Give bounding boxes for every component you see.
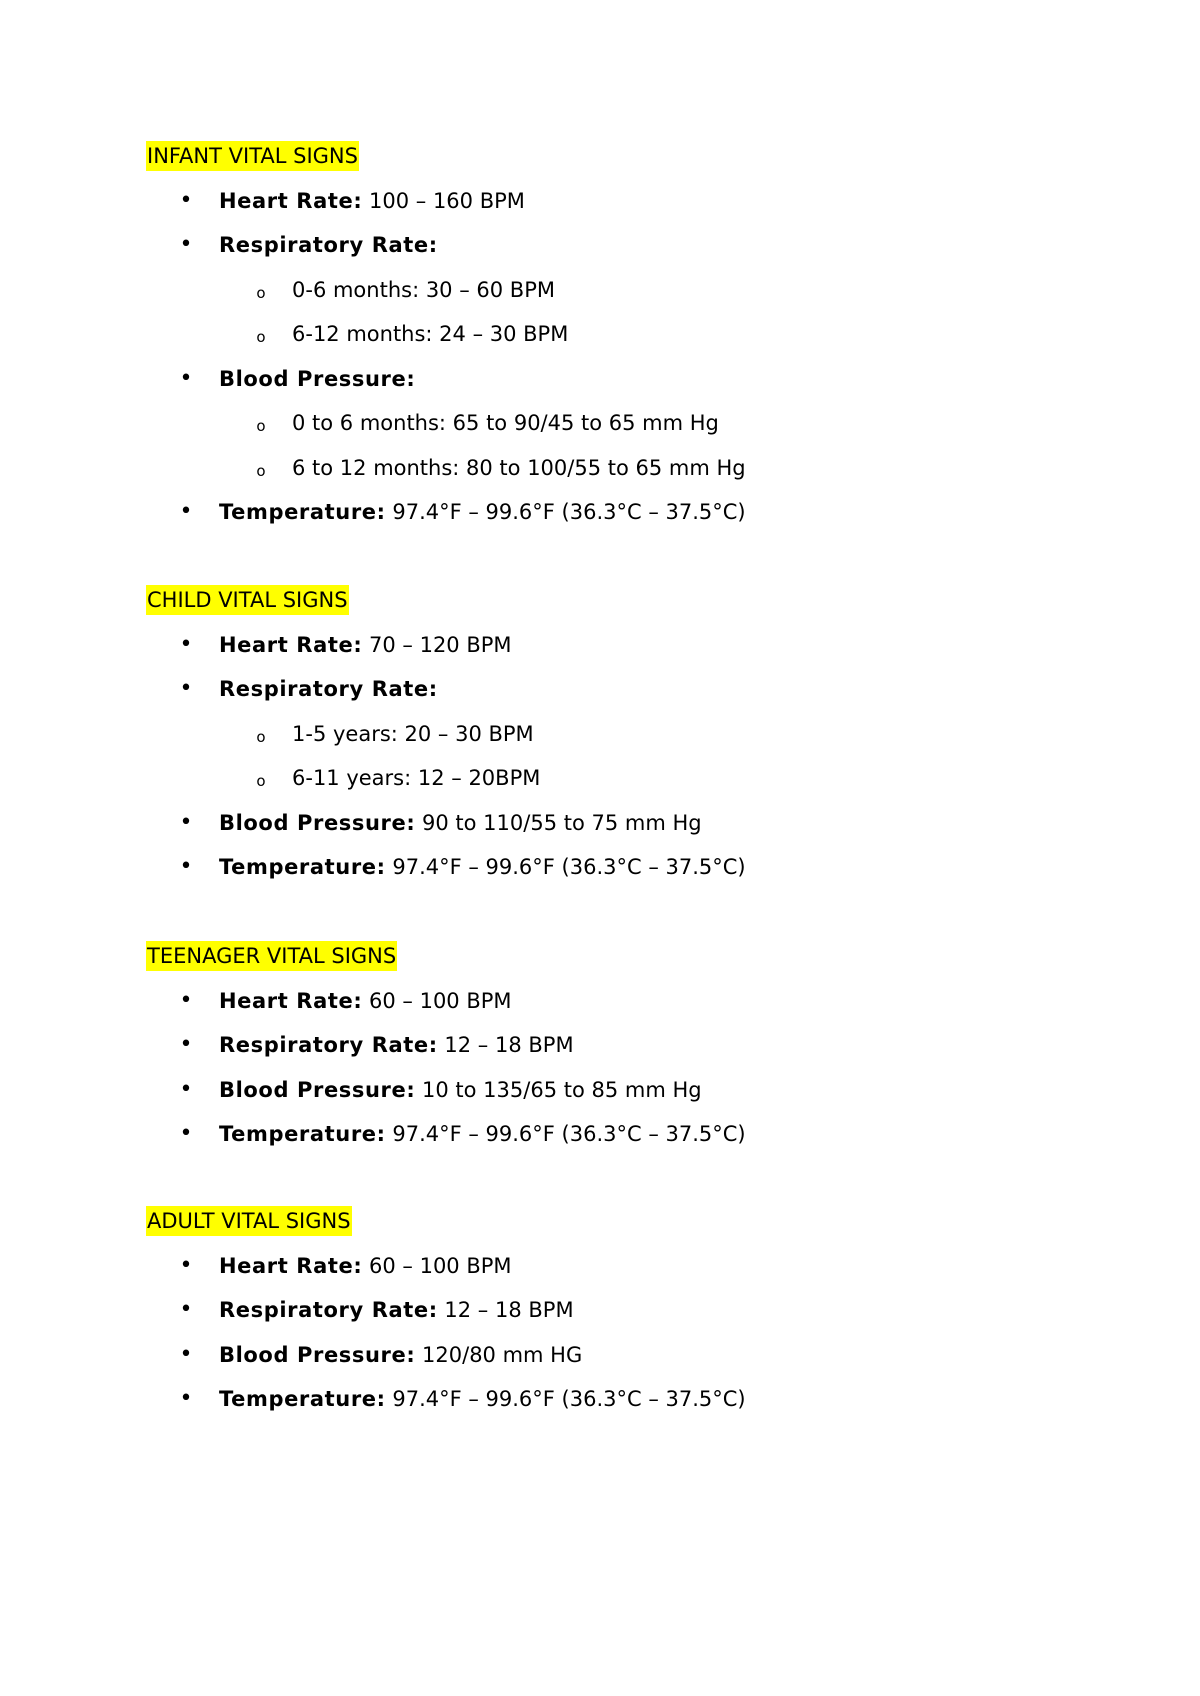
item-value: 97.4°F – 99.6°F (36.3°C – 37.5°C) (392, 855, 746, 879)
list-item-heart-rate (146, 986, 1046, 1016)
section-heading: TEENAGER VITAL SIGNS (146, 941, 397, 971)
list-item-temperature (146, 497, 1046, 527)
item-value: 60 – 100 BPM (369, 1253, 512, 1278)
item-label: Temperature: (219, 500, 386, 524)
item-value: 97.4°F – 99.6°F (36.3°C – 37.5°C) (392, 500, 746, 524)
item-value: 120/80 mm HG (422, 1342, 583, 1367)
bullet-icon: • (179, 1076, 193, 1102)
item-label: Blood Pressure: (219, 366, 416, 391)
item-value: 12 – 18 BPM (444, 1033, 574, 1057)
section-heading: ADULT VITAL SIGNS (146, 1206, 352, 1236)
section-heading: CHILD VITAL SIGNS (146, 585, 349, 615)
item-value: 97.4°F – 99.6°F (36.3°C – 37.5°C) (392, 1122, 746, 1146)
sub-list-item (146, 453, 1046, 483)
item-value: 70 – 120 BPM (369, 632, 512, 657)
item-label: Heart Rate: (219, 988, 363, 1013)
bullet-icon: • (179, 1032, 193, 1057)
item-label: Temperature: (219, 855, 386, 879)
sub-list-item (146, 763, 1046, 793)
item-label: Blood Pressure: (219, 810, 416, 835)
bullet-icon: • (179, 854, 193, 879)
infant-section (146, 141, 1046, 527)
list-item-temperature (146, 852, 1046, 882)
sub-item-text: 0 to 6 months: 65 to 90/45 to 65 mm Hg (292, 411, 719, 435)
item-label: Respiratory Rate: (219, 1298, 438, 1322)
item-label: Heart Rate: (219, 632, 363, 657)
child-section (146, 585, 1046, 882)
bullet-icon: • (179, 365, 193, 391)
bullet-icon: • (179, 676, 193, 701)
sub-list-item (146, 408, 1046, 438)
bullet-icon: • (179, 499, 193, 524)
sub-item-text: 1-5 years: 20 – 30 BPM (292, 721, 534, 746)
list-item-respiratory-rate (146, 1295, 1046, 1325)
list-item-heart-rate (146, 186, 1046, 216)
item-value: 12 – 18 BPM (444, 1298, 574, 1322)
circle-bullet-icon: o (256, 417, 266, 435)
bullet-icon: • (179, 232, 193, 257)
item-label: Respiratory Rate: (219, 233, 438, 257)
item-label: Blood Pressure: (219, 1342, 416, 1367)
circle-bullet-icon: o (256, 727, 266, 746)
list-item-blood-pressure (146, 808, 1046, 838)
list-item-respiratory-rate (146, 674, 1046, 704)
list-item-respiratory-rate (146, 230, 1046, 260)
bullet-icon: • (179, 631, 193, 657)
sub-list-item (146, 719, 1046, 749)
item-label: Respiratory Rate: (219, 1033, 438, 1057)
bullet-icon: • (179, 987, 193, 1013)
section-heading: INFANT VITAL SIGNS (146, 141, 359, 171)
list-item-blood-pressure (146, 364, 1046, 394)
list-item-heart-rate (146, 630, 1046, 660)
bullet-icon: • (179, 1297, 193, 1322)
sub-list-item (146, 275, 1046, 305)
list-item-respiratory-rate (146, 1030, 1046, 1060)
item-value: 97.4°F – 99.6°F (36.3°C – 37.5°C) (392, 1387, 746, 1411)
bullet-icon: • (179, 1341, 193, 1367)
item-label: Heart Rate: (219, 188, 363, 213)
item-label: Heart Rate: (219, 1253, 363, 1278)
sub-list-item (146, 319, 1046, 349)
list-item-blood-pressure (146, 1340, 1046, 1370)
list-item-temperature (146, 1119, 1046, 1149)
item-label: Blood Pressure: (219, 1077, 416, 1102)
circle-bullet-icon: o (256, 283, 266, 302)
teenager-section (146, 941, 1046, 1149)
sub-item-text: 6-11 years: 12 – 20BPM (292, 766, 541, 790)
list-item-heart-rate (146, 1251, 1046, 1281)
list-item-blood-pressure (146, 1075, 1046, 1105)
circle-bullet-icon: o (256, 461, 266, 480)
bullet-icon: • (179, 187, 193, 213)
list-item-temperature (146, 1384, 1046, 1414)
item-value: 10 to 135/65 to 85 mm Hg (422, 1077, 702, 1102)
bullet-icon: • (179, 809, 193, 835)
bullet-icon: • (179, 1121, 193, 1146)
sub-item-text: 6-12 months: 24 – 30 BPM (292, 322, 569, 346)
item-label: Temperature: (219, 1122, 386, 1146)
item-value: 60 – 100 BPM (369, 988, 512, 1013)
circle-bullet-icon: o (256, 772, 266, 790)
sub-item-text: 6 to 12 months: 80 to 100/55 to 65 mm Hg (292, 455, 746, 480)
sub-item-text: 0-6 months: 30 – 60 BPM (292, 277, 555, 302)
item-value: 100 – 160 BPM (369, 188, 525, 213)
item-label: Temperature: (219, 1387, 386, 1411)
bullet-icon: • (179, 1252, 193, 1278)
adult-section (146, 1206, 1046, 1414)
bullet-icon: • (179, 1386, 193, 1411)
item-value: 90 to 110/55 to 75 mm Hg (422, 810, 702, 835)
circle-bullet-icon: o (256, 328, 266, 346)
item-label: Respiratory Rate: (219, 677, 438, 701)
